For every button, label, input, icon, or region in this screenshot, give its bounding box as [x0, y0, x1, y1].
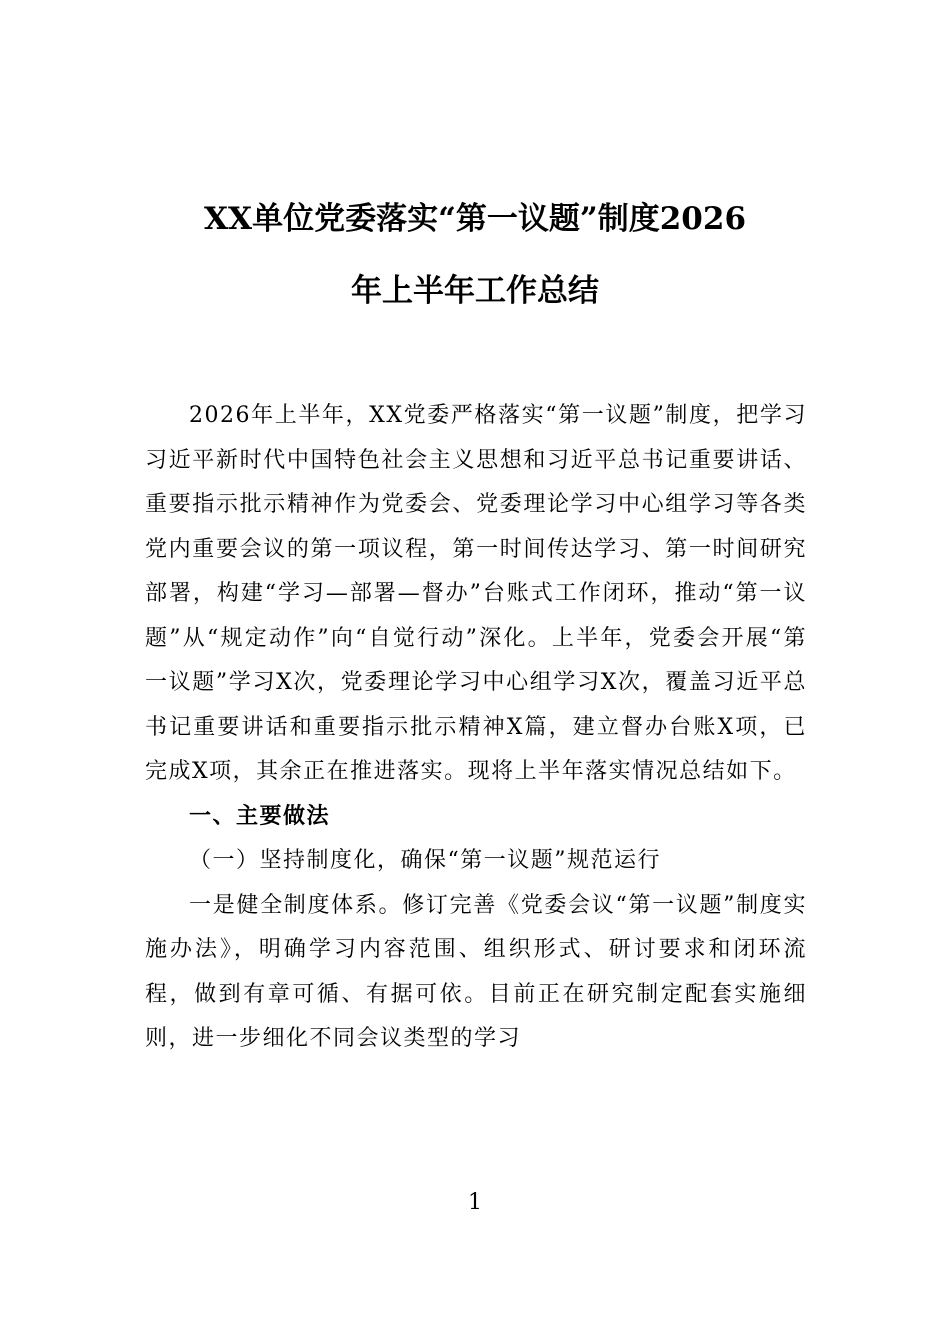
section-heading: 一、主要做法	[189, 803, 331, 829]
body-paragraph: 一是健全制度体系。修订完善《党委会议“第一议题”制度实施办法》，明确学习内容范围、组织形式、研讨要求和闭环流程，做到有章可循、有据可依。目前正在研究制定配套实施细则，进一步细化不同会议类型的学习	[145, 892, 807, 1051]
page-number: 1	[468, 1190, 482, 1215]
title-line-1: XX单位党委落实“第一议题”制度2026	[203, 201, 747, 237]
document-title	[145, 183, 805, 327]
title-line-2: 年上半年工作总结	[351, 273, 599, 309]
intro-paragraph: 2026年上半年，XX党委严格落实“第一议题”制度，把学习习近平新时代中国特色社会主义思想和习近平总书记重要讲话、重要指示批示精神作为党委会、党委理论学习中心组学习等各类党内重要会议的第一项议程，第一时间传达学习、第一时间研究部署，构建“学习—部署—督办”台账式工作闭环，推动“第一议题”从“规定动作”向“自觉行动”深化。上半年，党委会开展“第一议题”学习X次，党委理论学习中心组学习X次，覆盖习近平总书记重要讲话和重要指示批示精神X篇，建立督办台账X项，已完成X项，其余正在推进落实。现将上半年落实情况总结如下。	[145, 403, 807, 784]
subsection-heading: （一）坚持制度化，确保“第一议题”规范运行	[189, 848, 661, 873]
document-body	[145, 394, 807, 1062]
